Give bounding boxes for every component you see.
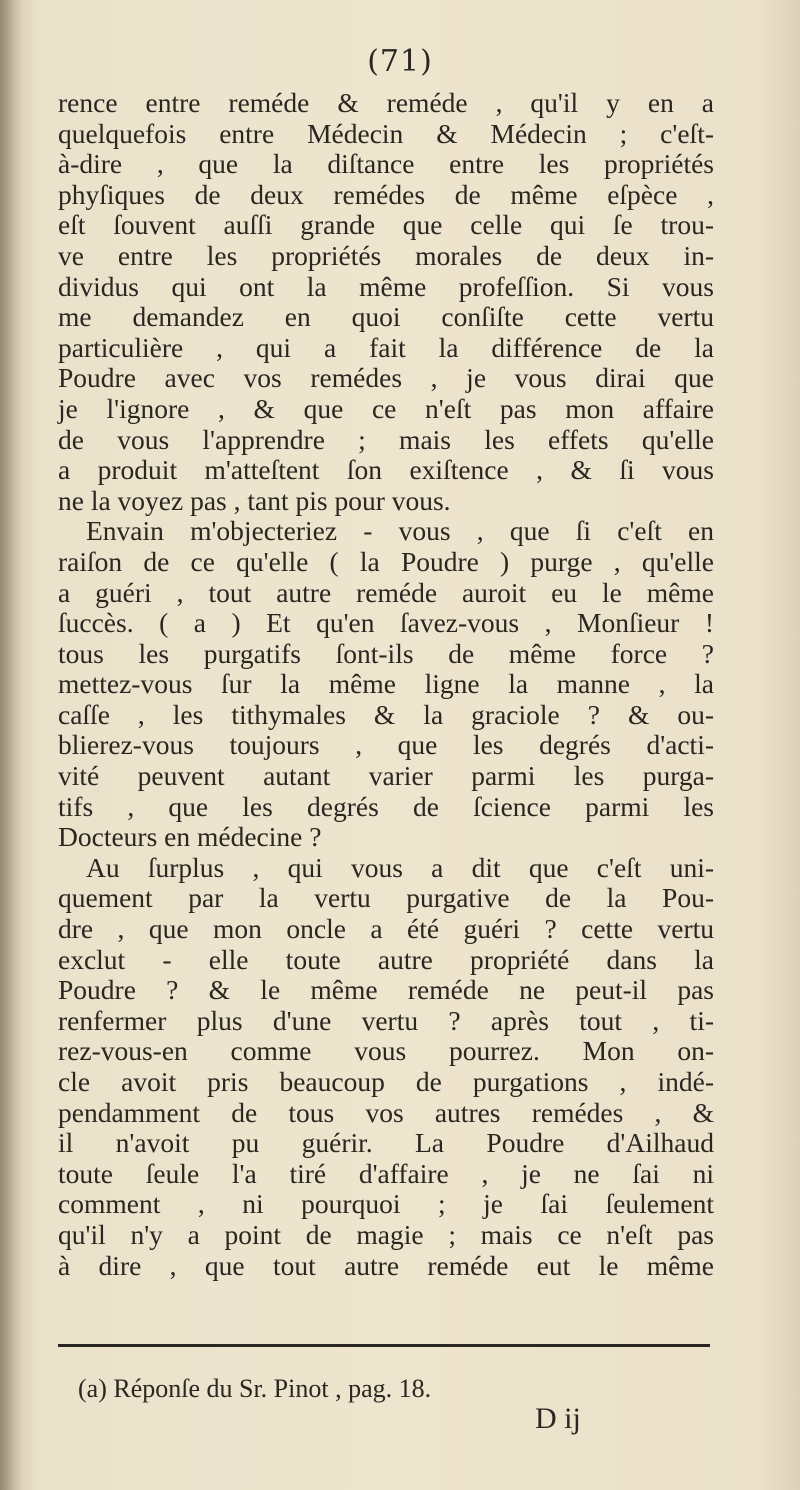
body-text xyxy=(58,88,714,1281)
text-line: quelquefois entre Médecin & Médecin ; c'eſt- xyxy=(58,117,714,149)
text-line: de vous l'apprendre ; mais les effets qu'elle xyxy=(58,423,714,455)
text-line: exclut - elle toute autre propriété dans la xyxy=(58,943,714,975)
text-line: renfermer plus d'une vertu ? après tout , ti- xyxy=(58,1004,714,1036)
text-line: me demandez en quoi conſiſte cette vertu xyxy=(58,301,714,333)
text-line: caſſe , les tithymales & la graciole ? & ou- xyxy=(58,698,714,730)
text-line: dividus qui ont la même profeſſion. Si vous xyxy=(58,270,714,302)
text-line: phyſiques de deux remédes de même eſpèce , xyxy=(58,178,714,210)
footnote: (a) Réponſe du Sr. Pinot , pag. 18. xyxy=(78,1374,432,1403)
text-line: quement par la vertu purgative de la Pou- xyxy=(58,882,714,914)
text-line: ſuccès. ( a ) Et qu'en ſavez-vous , Monſieur ! xyxy=(58,607,714,639)
text-line: rez-vous-en comme vous pourrez. Mon on- xyxy=(58,1035,714,1067)
text-line: toute ſeule l'a tiré d'affaire , je ne ſai ni xyxy=(58,1157,714,1189)
text-line: vité peuvent autant varier parmi les purga- xyxy=(58,760,714,792)
text-line: à dire , que tout autre reméde eut le même xyxy=(58,1249,714,1281)
footnote-rule xyxy=(58,1344,710,1347)
text-line: particulière , qui a fait la différence de la xyxy=(58,331,714,363)
text-line: mettez-vous ſur la même ligne la manne , la xyxy=(58,668,714,700)
text-line: ne la voyez pas , tant pis pour vous. xyxy=(58,484,451,516)
text-line: raiſon de ce qu'elle ( la Poudre ) purge , qu'elle xyxy=(58,545,714,577)
text-line: dre , que mon oncle a été guéri ? cette vertu xyxy=(58,913,714,945)
text-line: Docteurs en médecine ? xyxy=(58,821,322,853)
paragraph-start-line: Au ſurplus , qui vous a dit que c'eſt uni- xyxy=(86,851,714,883)
text-line: à-dire , que la diſtance entre les propriétés xyxy=(58,148,714,180)
text-line: eſt ſouvent auſſi grande que celle qui ſe trou- xyxy=(58,209,714,241)
text-line: tous les purgatifs ſont-ils de même force ? xyxy=(58,637,714,669)
text-line: pendamment de tous vos autres remédes , & xyxy=(58,1096,714,1128)
text-line: rence entre reméde & reméde , qu'il y en a xyxy=(58,87,714,118)
text-line: comment , ni pourquoi ; je ſai ſeulement xyxy=(58,1188,714,1220)
text-line: a produit m'atteſtent ſon exiſtence , & ſi vous xyxy=(58,454,714,486)
text-line: ve entre les propriétés morales de deux in- xyxy=(58,239,714,271)
text-line: il n'avoit pu guérir. La Poudre d'Ailhaud xyxy=(58,1127,714,1159)
text-line: a guéri , tout autre reméde auroit eu le même xyxy=(58,576,714,608)
text-line: Poudre avec vos remédes , je vous dirai que xyxy=(58,362,714,394)
signature-mark: D ij xyxy=(535,1402,581,1435)
page-number: (71) xyxy=(367,44,433,79)
text-line: je l'ignore , & que ce n'eſt pas mon affaire xyxy=(58,392,714,424)
text-line: cle avoit pris beaucoup de purgations , indé- xyxy=(58,1066,714,1097)
text-line: blierez-vous toujours , que les degrés d'acti- xyxy=(58,729,714,761)
paragraph-start-line: Envain m'objecteriez - vous , que ſi c'eſt en xyxy=(86,515,714,547)
binding-shadow xyxy=(0,0,22,1490)
text-line: qu'il n'y a point de magie ; mais ce n'eſt pas xyxy=(58,1218,714,1250)
text-line: Poudre ? & le même reméde ne peut-il pas xyxy=(58,974,714,1006)
text-line: tifs , que les degrés de ſcience parmi les xyxy=(58,790,714,822)
